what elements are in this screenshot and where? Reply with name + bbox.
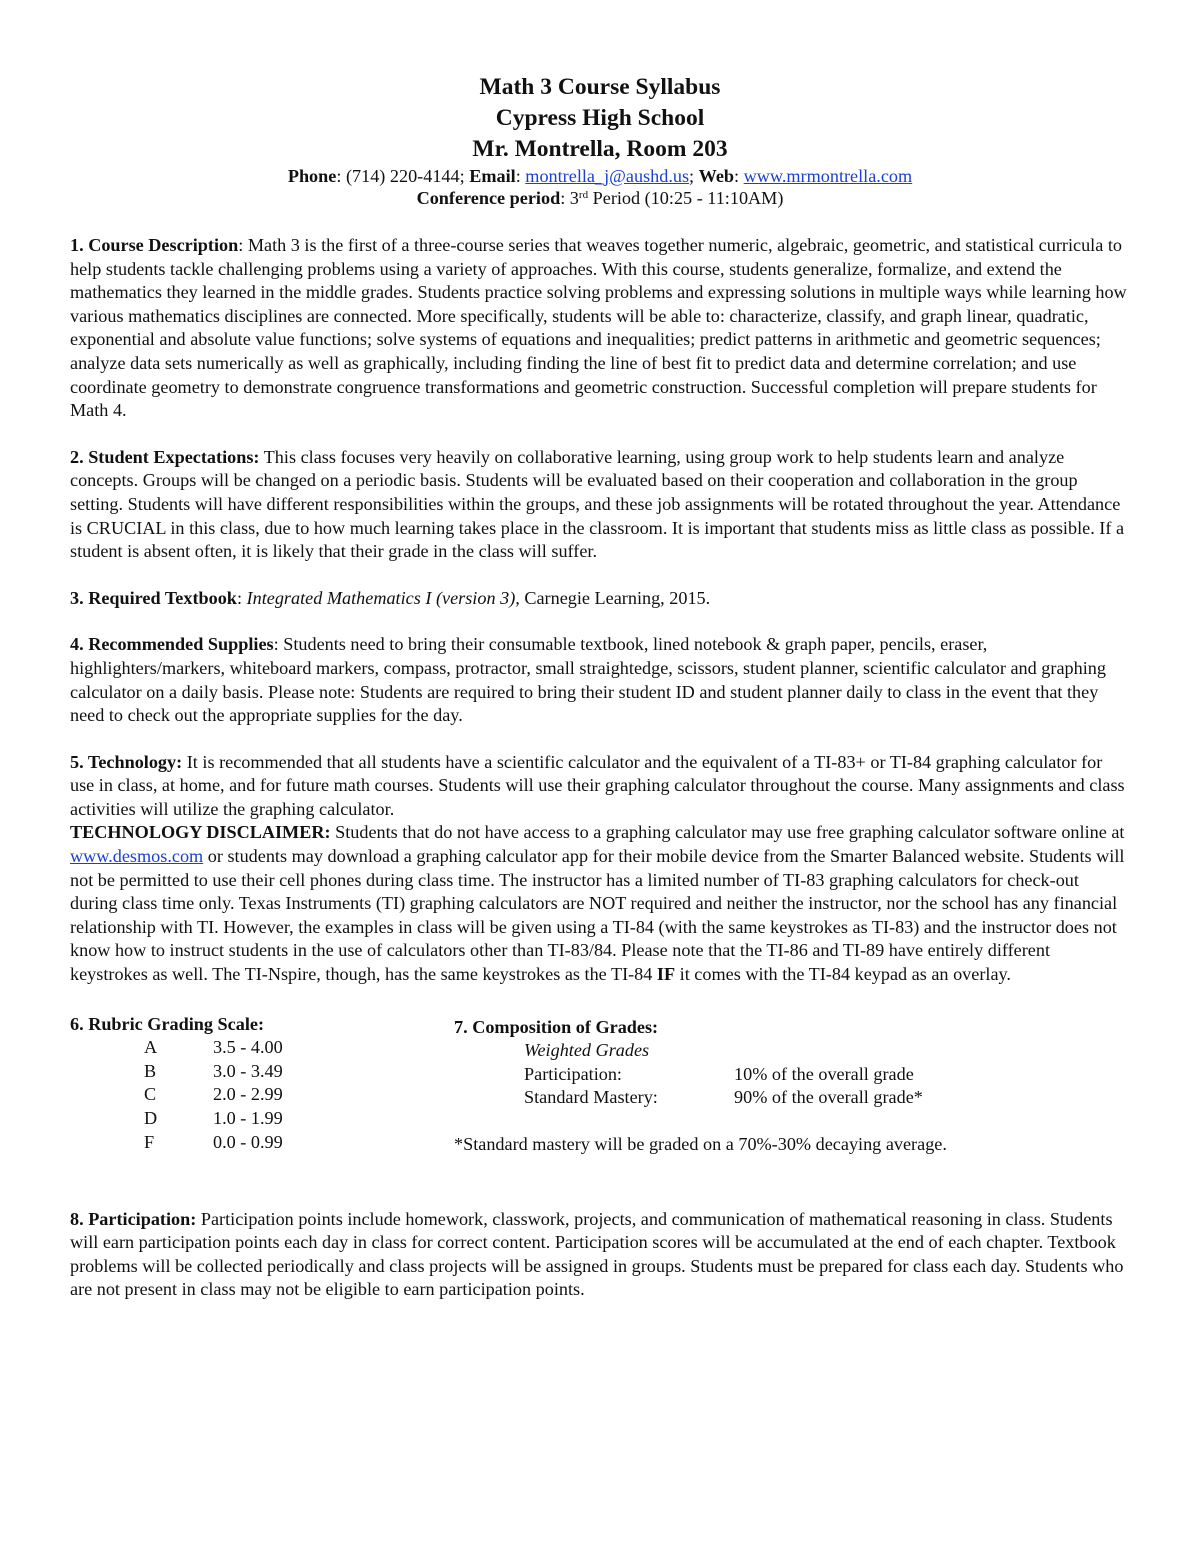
grade-letter: C [144, 1084, 157, 1105]
section-technology [70, 751, 1130, 987]
section-required-textbook [70, 587, 1130, 611]
mastery-note: *Standard mastery will be graded on a 70%-30% decaying average. [454, 1134, 947, 1154]
grade-row [70, 1060, 430, 1084]
web-link[interactable]: www.mrmontrella.com [743, 166, 913, 186]
course-title: Math 3 Course Syllabus [479, 74, 721, 100]
grade-row [70, 1036, 430, 1060]
textbook-separator: : [236, 587, 247, 608]
grade-letter: A [144, 1037, 158, 1058]
section-rubric-grading-scale [70, 1013, 430, 1155]
conference-pre: : 3 [560, 188, 579, 208]
email-separator: : [515, 166, 526, 186]
desmos-link[interactable]: www.desmos.com [70, 846, 204, 867]
weight-value: 90% of the overall grade* [734, 1087, 923, 1108]
contact-line [70, 165, 1130, 187]
disclaimer-text-b: or students may download a graphing calculator app for their mobile device from the Smarter Balanced website. Students will not be permitted to use their cell phones during class time. The instructor has a limited number of TI-83 graphing calculators for check-out during class time only. Texas Instruments (TI) graphing calculators are NOT required and neither the instructor, nor the school has any financial relationship with TI. However, the examples in class will be given using a TI-84 (with the same keystrokes as TI-83) and the instructor does not know how to instruct students in the use of calculators other than TI-83/84. Please note that the TI-86 and TI-89 have entirely different keystrokes as well. The TI-Nspire, though, has the same keystrokes as the TI-84 [70, 846, 1125, 985]
conference-line [70, 187, 1130, 209]
grade-range: 1.0 - 1.99 [213, 1108, 283, 1128]
section-text: : Math 3 is the first of a three-course series that weaves together numeric, algebraic, geometric, and statistical curricula to help students tackle challenging problems using a variety of approaches. With this course, students generalize, formalize, and extend the mathematics they learned in the middle grades. Students practice solving problems and expressing solutions in multiple ways while learning how various mathematics disciplines are connected. More specifically, students will be able to: characterize, classify, and graph linear, quadratic, exponential and absolute value functions; solve systems of equations and inequalities; predict patterns in arithmetic and geometric sequences; analyze data sets numerically as well as graphically, including finding the line of best fit to predict data and determine correlation; and use coordinate geometry to demonstrate congruence transformations and geometric construction. Successful completion will prepare students for Math 4. [70, 235, 1127, 421]
phone-number: : (714) 220-4144; [336, 166, 470, 186]
section-heading: 1. Course Description [70, 235, 239, 255]
section-text: It is recommended that all students have a scientific calculator and the equivalent of a TI-83+ or TI-84 graphing calculator for use in class, at home, and for future math courses. Students will use their graphing calculator throughout the course. Many assignments and class activities will utilize the graphing calculator. [70, 751, 1125, 819]
grade-range: 3.0 - 3.49 [213, 1060, 283, 1081]
section-course-description [70, 234, 1130, 423]
school-name: Cypress High School [495, 105, 705, 131]
section-text: : Students need to bring their consumable textbook, lined notebook & graph paper, pencils, eraser, highlighters/markers, whiteboard markers, compass, protractor, small straightedge, scissors, student planner, scientific calculator and graphing calculator on a daily basis. Please note: Students are required to bring their student ID and student planner daily to class in the event that they need to check out the appropriate supplies for the day. [70, 634, 1106, 726]
section-heading: 6. Rubric Grading Scale: [70, 1013, 264, 1034]
email-link[interactable]: montrella_j@aushd.us [525, 166, 690, 186]
weight-name: Participation: [524, 1063, 622, 1084]
teacher-room: Mr. Montrella, Room 203 [472, 136, 728, 162]
weight-row [454, 1063, 1134, 1087]
phone-label: Phone [287, 166, 337, 186]
grade-letter: D [144, 1108, 158, 1128]
textbook-title: Integrated Mathematics I (version 3), [246, 587, 520, 608]
grade-range: 2.0 - 2.99 [213, 1084, 283, 1105]
section-heading: 3. Required Textbook [70, 587, 237, 608]
grade-letter: B [144, 1060, 157, 1081]
weight-value: 10% of the overall grade [734, 1063, 914, 1084]
section-heading: 2. Student Expectations: [70, 446, 260, 467]
grade-row [70, 1107, 430, 1131]
syllabus-header [70, 72, 1130, 209]
grade-letter: F [144, 1131, 155, 1152]
section-text: Participation points include homework, classwork, projects, and communication of mathematical reasoning in class. Students will earn participation points each day in class for correct content. Participation scores will be accumulated at the end of each chapter. Textbook problems will be collected periodically and class projects will be assigned in groups. Students must be prepared for class each day. Students who are not present in class may not be eligible to earn participation points. [70, 1208, 1124, 1300]
disclaimer-label: TECHNOLOGY DISCLAIMER: [70, 822, 331, 843]
grade-range: 3.5 - 4.00 [213, 1037, 283, 1058]
conference-time: Period (10:25 - 11:10AM) [588, 188, 784, 208]
textbook-publisher: Carnegie Learning, 2015. [519, 587, 711, 608]
weighted-grades-subheading: Weighted Grades [524, 1040, 650, 1061]
grade-row [70, 1131, 430, 1155]
section-text: This class focuses very heavily on collaborative learning, using group work to help students learn and analyze concepts. Groups will be changed on a periodic basis. Students will be evaluated based on their cooperation and collaboration in the group setting. Students will have different responsibilities within the groups, and these job assignments will be rotated throughout the year. Attendance is CRUCIAL in this class, due to how much learning takes place in the classroom. It is important that students miss as little class as possible. If a student is absent often, it is likely that their grade in the class will suffer. [70, 446, 1125, 562]
disclaimer-if: IF [656, 964, 676, 985]
section-heading: 4. Recommended Supplies [70, 634, 274, 655]
weight-name: Standard Mastery: [524, 1087, 658, 1108]
section-heading: 7. Composition of Grades: [454, 1016, 659, 1037]
section-participation [70, 1208, 1130, 1302]
conference-sup: rd [578, 189, 589, 201]
section-composition-of-grades [454, 1016, 1134, 1157]
email-after: ; [689, 166, 699, 186]
section-heading: 8. Participation: [70, 1208, 197, 1229]
conference-label: Conference period [416, 188, 561, 208]
email-label: Email [469, 166, 516, 186]
web-separator: : [734, 166, 744, 186]
disclaimer-text-c: it comes with the TI-84 keypad as an overlay. [675, 964, 1011, 985]
grading-columns [70, 1013, 1130, 1175]
web-label: Web [698, 166, 735, 186]
weight-row [454, 1086, 1134, 1110]
section-student-expectations [70, 446, 1130, 564]
section-heading: 5. Technology: [70, 751, 183, 772]
grade-row [70, 1083, 430, 1107]
section-recommended-supplies [70, 633, 1130, 727]
grade-range: 0.0 - 0.99 [213, 1131, 283, 1152]
disclaimer-text-a: Students that do not have access to a graphing calculator may use free graphing calculator software online at [330, 822, 1125, 843]
